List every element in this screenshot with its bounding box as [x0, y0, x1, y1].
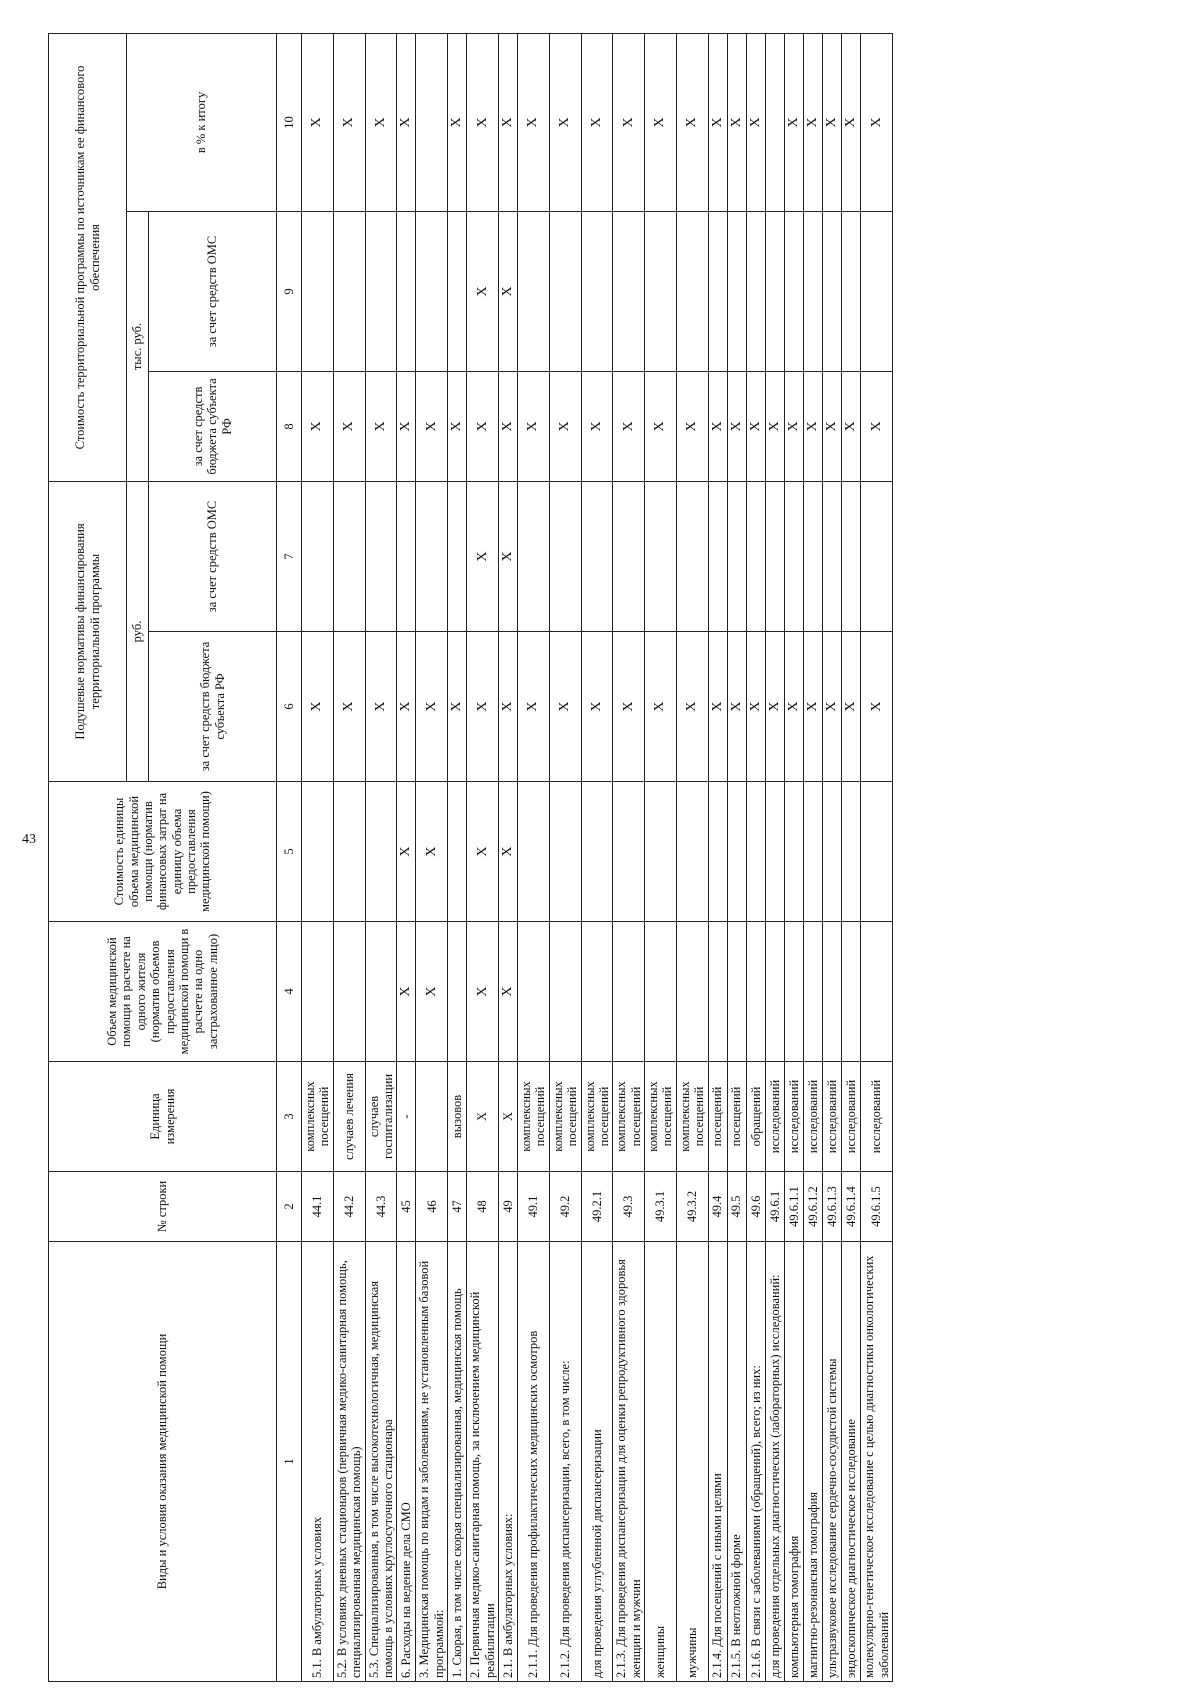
table-row	[645, 33, 677, 1681]
row-name: 2.1.6. В связи с заболеваниями (обращений), всего; из них:	[746, 1242, 765, 1682]
table-row	[727, 33, 746, 1681]
cell-percent	[416, 33, 448, 211]
row-unit: комплексных посещений	[549, 1062, 581, 1172]
cell-oms	[746, 481, 765, 631]
cell-cost	[333, 782, 365, 922]
cell-cost	[746, 782, 765, 922]
cell-volume	[804, 922, 823, 1062]
row-number: 49.2.1	[581, 1172, 613, 1242]
row-unit: посещений	[708, 1062, 727, 1172]
cell-budget-rf: X	[676, 632, 708, 782]
cell-oms	[727, 481, 746, 631]
cell-volume	[448, 922, 467, 1062]
cell-volume	[333, 922, 365, 1062]
cell-total-oms	[708, 211, 727, 371]
cell-total-budget-rf: X	[645, 371, 677, 481]
cell-cost	[784, 782, 803, 922]
header-oms-2: за счет средств ОМС	[149, 211, 277, 371]
cell-oms	[708, 481, 727, 631]
cell-volume	[842, 922, 861, 1062]
cell-total-oms	[645, 211, 677, 371]
page-number: 43	[22, 832, 36, 847]
cell-percent: X	[333, 33, 365, 211]
row-name: мужчины	[676, 1242, 708, 1682]
row-name: 1. Скорая, в том числе скорая специализированная, медицинская помощь	[448, 1242, 467, 1682]
row-number: 49.6.1	[765, 1172, 784, 1242]
cell-volume: X	[467, 922, 499, 1062]
cell-volume	[302, 922, 334, 1062]
cell-budget-rf: X	[804, 632, 823, 782]
row-unit: исследований	[861, 1062, 893, 1172]
cell-volume	[784, 922, 803, 1062]
row-name: 2.1.4. Для посещений с иными целями	[708, 1242, 727, 1682]
row-name: 5.1. В амбулаторных условиях	[302, 1242, 334, 1682]
cell-percent: X	[727, 33, 746, 211]
cell-volume: X	[498, 922, 517, 1062]
cell-percent: X	[708, 33, 727, 211]
cell-budget-rf: X	[613, 632, 645, 782]
cell-cost	[302, 782, 334, 922]
row-number: 49.6.1.1	[784, 1172, 803, 1242]
row-number: 49.6.1.4	[842, 1172, 861, 1242]
column-numbers-row	[277, 33, 302, 1681]
col-num: 9	[277, 211, 302, 371]
table-row	[823, 33, 842, 1681]
header-percent: в % к итогу	[127, 33, 277, 211]
row-number: 44.1	[302, 1172, 334, 1242]
table-row	[842, 33, 861, 1681]
cell-total-budget-rf: X	[823, 371, 842, 481]
cell-total-budget-rf: X	[416, 371, 448, 481]
cell-total-oms: X	[467, 211, 499, 371]
cell-percent: X	[842, 33, 861, 211]
cell-total-budget-rf: X	[861, 371, 893, 481]
cell-total-oms	[448, 211, 467, 371]
cell-cost	[727, 782, 746, 922]
row-unit: обращений	[746, 1062, 765, 1172]
cell-budget-rf: X	[708, 632, 727, 782]
row-unit: вызовов	[448, 1062, 467, 1172]
cell-volume	[708, 922, 727, 1062]
cell-oms	[613, 481, 645, 631]
cell-oms	[448, 481, 467, 631]
cell-total-budget-rf: X	[676, 371, 708, 481]
cell-cost	[842, 782, 861, 922]
cell-percent: X	[302, 33, 334, 211]
cell-budget-rf: X	[448, 632, 467, 782]
cell-percent	[765, 33, 784, 211]
cell-percent: X	[397, 33, 416, 211]
cell-oms	[784, 481, 803, 631]
cell-total-budget-rf: X	[498, 371, 517, 481]
table-row	[746, 33, 765, 1681]
cell-total-budget-rf: X	[518, 371, 550, 481]
cell-total-budget-rf: X	[448, 371, 467, 481]
cell-oms: X	[467, 481, 499, 631]
cell-percent: X	[645, 33, 677, 211]
row-name: 2.1.3. Для проведения диспансеризации для оценки репродуктивного здоровья женщин и мужчин	[613, 1242, 645, 1682]
cell-total-oms	[581, 211, 613, 371]
cell-oms: X	[498, 481, 517, 631]
row-name: 6. Расходы на ведение дела СМО	[397, 1242, 416, 1682]
cell-budget-rf: X	[333, 632, 365, 782]
cell-budget-rf: X	[842, 632, 861, 782]
row-name: женщины	[645, 1242, 677, 1682]
cell-total-budget-rf: X	[467, 371, 499, 481]
cell-percent: X	[804, 33, 823, 211]
cell-total-oms	[804, 211, 823, 371]
row-number: 44.3	[365, 1172, 397, 1242]
cell-budget-rf: X	[861, 632, 893, 782]
row-unit: -	[397, 1062, 416, 1172]
row-name: 5.2. В условиях дневных стационаров (первичная медико-санитарная помощь, специализированная медицинская помощь)	[333, 1242, 365, 1682]
table-row	[448, 33, 467, 1681]
row-number: 45	[397, 1172, 416, 1242]
cell-cost: X	[467, 782, 499, 922]
cell-percent: X	[498, 33, 517, 211]
cell-total-oms	[784, 211, 803, 371]
cell-percent: X	[676, 33, 708, 211]
table-row	[804, 33, 823, 1681]
row-unit: исследований	[765, 1062, 784, 1172]
header-rub: руб.	[127, 481, 149, 781]
cell-volume	[645, 922, 677, 1062]
cell-total-budget-rf: X	[842, 371, 861, 481]
cell-cost: X	[416, 782, 448, 922]
cell-budget-rf: X	[549, 632, 581, 782]
row-unit: комплексных посещений	[676, 1062, 708, 1172]
col-num: 6	[277, 632, 302, 782]
row-name: молекулярно-генетическое исследование с целью диагностики онкологических заболеваний	[861, 1242, 893, 1682]
cell-percent: X	[549, 33, 581, 211]
cell-total-oms	[676, 211, 708, 371]
header-row-no: № строки	[49, 1172, 277, 1242]
cell-total-oms	[397, 211, 416, 371]
table-row	[333, 33, 365, 1681]
cell-volume	[518, 922, 550, 1062]
cell-budget-rf: X	[727, 632, 746, 782]
cell-budget-rf: X	[302, 632, 334, 782]
cell-oms	[549, 481, 581, 631]
table-row	[549, 33, 581, 1681]
header-unit: Единица измерения	[49, 1062, 277, 1172]
row-unit: случаев лечения	[333, 1062, 365, 1172]
table-row	[518, 33, 550, 1681]
cell-total-budget-rf: X	[333, 371, 365, 481]
cell-total-oms	[765, 211, 784, 371]
header-kind: Виды и условия оказания медицинской помощи	[49, 1242, 277, 1682]
table-row	[467, 33, 499, 1681]
row-name: 2.1.5. В неотложной форме	[727, 1242, 746, 1682]
row-name: 2. Первичная медико-санитарная помощь, за исключением медицинской реабилитации	[467, 1242, 499, 1682]
cell-total-budget-rf: X	[746, 371, 765, 481]
cell-volume	[676, 922, 708, 1062]
cell-total-oms	[365, 211, 397, 371]
row-name: ультразвуковое исследование сердечно-сосудистой системы	[823, 1242, 842, 1682]
cell-oms	[365, 481, 397, 631]
col-num: 1	[277, 1242, 302, 1682]
cell-total-oms	[842, 211, 861, 371]
cell-cost	[804, 782, 823, 922]
financing-table	[48, 33, 893, 1682]
cell-volume: X	[416, 922, 448, 1062]
table-row	[708, 33, 727, 1681]
table-row	[861, 33, 893, 1681]
row-unit: исследований	[804, 1062, 823, 1172]
row-number: 46	[416, 1172, 448, 1242]
cell-total-budget-rf: X	[549, 371, 581, 481]
cell-cost: X	[498, 782, 517, 922]
cell-total-oms	[302, 211, 334, 371]
cell-percent: X	[581, 33, 613, 211]
cell-total-budget-rf: X	[804, 371, 823, 481]
table-row	[613, 33, 645, 1681]
row-unit: посещений	[727, 1062, 746, 1172]
table-row	[302, 33, 334, 1681]
table-row	[365, 33, 397, 1681]
table-row	[765, 33, 784, 1681]
row-name: 2.1. В амбулаторных условиях:	[498, 1242, 517, 1682]
header-budget-rf: за счет средств бюджета субъекта РФ	[149, 632, 277, 782]
cell-budget-rf: X	[365, 632, 397, 782]
cell-percent: X	[784, 33, 803, 211]
cell-volume	[765, 922, 784, 1062]
cell-volume	[613, 922, 645, 1062]
cell-total-budget-rf: X	[365, 371, 397, 481]
row-number: 49.3.1	[645, 1172, 677, 1242]
col-num: 7	[277, 481, 302, 631]
cell-cost	[861, 782, 893, 922]
cell-cost	[581, 782, 613, 922]
cell-oms	[645, 481, 677, 631]
row-name: для проведения отдельных диагностических (лабораторных) исследований:	[765, 1242, 784, 1682]
cell-total-oms	[416, 211, 448, 371]
table-row	[416, 33, 448, 1681]
cell-total-budget-rf: X	[784, 371, 803, 481]
cell-budget-rf: X	[765, 632, 784, 782]
table-row	[581, 33, 613, 1681]
cell-percent: X	[861, 33, 893, 211]
cell-total-budget-rf: X	[727, 371, 746, 481]
cell-budget-rf: X	[498, 632, 517, 782]
cell-budget-rf: X	[397, 632, 416, 782]
row-unit: исследований	[842, 1062, 861, 1172]
header-total-cost: Стоимость территориальной программы по источникам ее финансового обеспечения	[49, 33, 127, 481]
cell-oms	[842, 481, 861, 631]
row-unit: комплексных посещений	[645, 1062, 677, 1172]
row-number: 49.6.1.5	[861, 1172, 893, 1242]
cell-cost	[365, 782, 397, 922]
table-row	[397, 33, 416, 1681]
row-unit: комплексных посещений	[518, 1062, 550, 1172]
cell-oms	[302, 481, 334, 631]
cell-total-oms	[518, 211, 550, 371]
cell-budget-rf: X	[784, 632, 803, 782]
header-cost: Стоимость единицы объема медицинской помощи (норматив финансовых затрат на единицу объема предоставления медицинской помощи)	[49, 782, 277, 922]
table-row	[784, 33, 803, 1681]
col-num: 2	[277, 1172, 302, 1242]
row-name: магнитно-резонансная томография	[804, 1242, 823, 1682]
cell-budget-rf: X	[416, 632, 448, 782]
row-number: 49.3.2	[676, 1172, 708, 1242]
cell-total-budget-rf: X	[708, 371, 727, 481]
cell-total-oms	[333, 211, 365, 371]
cell-oms	[823, 481, 842, 631]
cell-oms	[804, 481, 823, 631]
row-name: 3. Медицинская помощь по видам и заболеваниям, не установленным базовой программой:	[416, 1242, 448, 1682]
col-num: 8	[277, 371, 302, 481]
cell-oms	[765, 481, 784, 631]
cell-cost	[549, 782, 581, 922]
cell-cost	[448, 782, 467, 922]
col-num: 10	[277, 33, 302, 211]
cell-total-oms	[727, 211, 746, 371]
cell-volume	[581, 922, 613, 1062]
cell-total-budget-rf: X	[302, 371, 334, 481]
cell-total-oms	[549, 211, 581, 371]
row-number: 49.5	[727, 1172, 746, 1242]
row-number: 49.4	[708, 1172, 727, 1242]
header-budget-rf-2: за счет средств бюджета субъекта РФ	[149, 371, 277, 481]
cell-total-budget-rf: X	[581, 371, 613, 481]
cell-volume	[823, 922, 842, 1062]
row-number: 49.6	[746, 1172, 765, 1242]
header-per-capita: Подушевые нормативы финансирования территориальной программы	[49, 481, 127, 781]
row-number: 44.2	[333, 1172, 365, 1242]
row-number: 49.3	[613, 1172, 645, 1242]
cell-budget-rf: X	[581, 632, 613, 782]
table-body	[277, 33, 893, 1681]
cell-cost	[823, 782, 842, 922]
cell-budget-rf: X	[467, 632, 499, 782]
cell-volume	[861, 922, 893, 1062]
row-unit: комплексных посещений	[302, 1062, 334, 1172]
cell-cost: X	[397, 782, 416, 922]
rotated-table-wrapper	[48, 34, 1168, 1682]
row-unit: комплексных посещений	[581, 1062, 613, 1172]
cell-volume: X	[397, 922, 416, 1062]
table-row	[676, 33, 708, 1681]
cell-percent: X	[746, 33, 765, 211]
cell-budget-rf: X	[645, 632, 677, 782]
cell-oms	[581, 481, 613, 631]
cell-oms	[518, 481, 550, 631]
header-thousand-rub: тыс. руб.	[127, 211, 149, 481]
cell-percent: X	[448, 33, 467, 211]
cell-percent: X	[365, 33, 397, 211]
cell-total-budget-rf: X	[613, 371, 645, 481]
row-unit: исследований	[823, 1062, 842, 1172]
col-num: 3	[277, 1062, 302, 1172]
cell-total-budget-rf: X	[765, 371, 784, 481]
row-unit: X	[467, 1062, 499, 1172]
cell-percent: X	[518, 33, 550, 211]
header-volume: Объем медицинской помощи в расчете на одного жителя (норматив объемов предоставления медицинской помощи в расчете на одно застрахованное лицо)	[49, 922, 277, 1062]
row-name: 2.1.1. Для проведения профилактических медицинских осмотров	[518, 1242, 550, 1682]
cell-total-oms	[823, 211, 842, 371]
row-name: эндоскопическое диагностическое исследование	[842, 1242, 861, 1682]
cell-volume	[746, 922, 765, 1062]
cell-total-oms: X	[498, 211, 517, 371]
col-num: 5	[277, 782, 302, 922]
row-name: 2.1.2. Для проведения диспансеризации, всего, в том числе:	[549, 1242, 581, 1682]
cell-oms	[676, 481, 708, 631]
row-name: для проведения углубленной диспансеризации	[581, 1242, 613, 1682]
cell-cost	[676, 782, 708, 922]
row-unit: X	[498, 1062, 517, 1172]
row-name: 5.3. Специализированная, в том числе высокотехнологичная, медицинская помощь в условиях круглосуточного стационара	[365, 1242, 397, 1682]
cell-total-oms	[613, 211, 645, 371]
cell-total-budget-rf: X	[397, 371, 416, 481]
row-number: 48	[467, 1172, 499, 1242]
cell-budget-rf: X	[518, 632, 550, 782]
row-number: 47	[448, 1172, 467, 1242]
cell-cost	[765, 782, 784, 922]
cell-cost	[708, 782, 727, 922]
cell-volume	[365, 922, 397, 1062]
cell-percent: X	[467, 33, 499, 211]
row-number: 49.6.1.2	[804, 1172, 823, 1242]
row-unit: случаев госпитализации	[365, 1062, 397, 1172]
cell-oms	[861, 481, 893, 631]
cell-volume	[727, 922, 746, 1062]
cell-oms	[416, 481, 448, 631]
cell-total-oms	[746, 211, 765, 371]
table-row	[498, 33, 517, 1681]
row-number: 49	[498, 1172, 517, 1242]
cell-percent: X	[823, 33, 842, 211]
row-number: 49.2	[549, 1172, 581, 1242]
header-oms: за счет средств ОМС	[149, 481, 277, 631]
cell-percent: X	[613, 33, 645, 211]
row-unit: исследований	[784, 1062, 803, 1172]
row-unit	[416, 1062, 448, 1172]
cell-cost	[518, 782, 550, 922]
cell-cost	[613, 782, 645, 922]
col-num: 4	[277, 922, 302, 1062]
cell-oms	[397, 481, 416, 631]
cell-oms	[333, 481, 365, 631]
cell-volume	[549, 922, 581, 1062]
cell-budget-rf: X	[746, 632, 765, 782]
cell-total-oms	[861, 211, 893, 371]
row-unit: комплексных посещений	[613, 1062, 645, 1172]
row-number: 49.1	[518, 1172, 550, 1242]
row-number: 49.6.1.3	[823, 1172, 842, 1242]
cell-cost	[645, 782, 677, 922]
row-name: компьютерная томография	[784, 1242, 803, 1682]
cell-budget-rf: X	[823, 632, 842, 782]
